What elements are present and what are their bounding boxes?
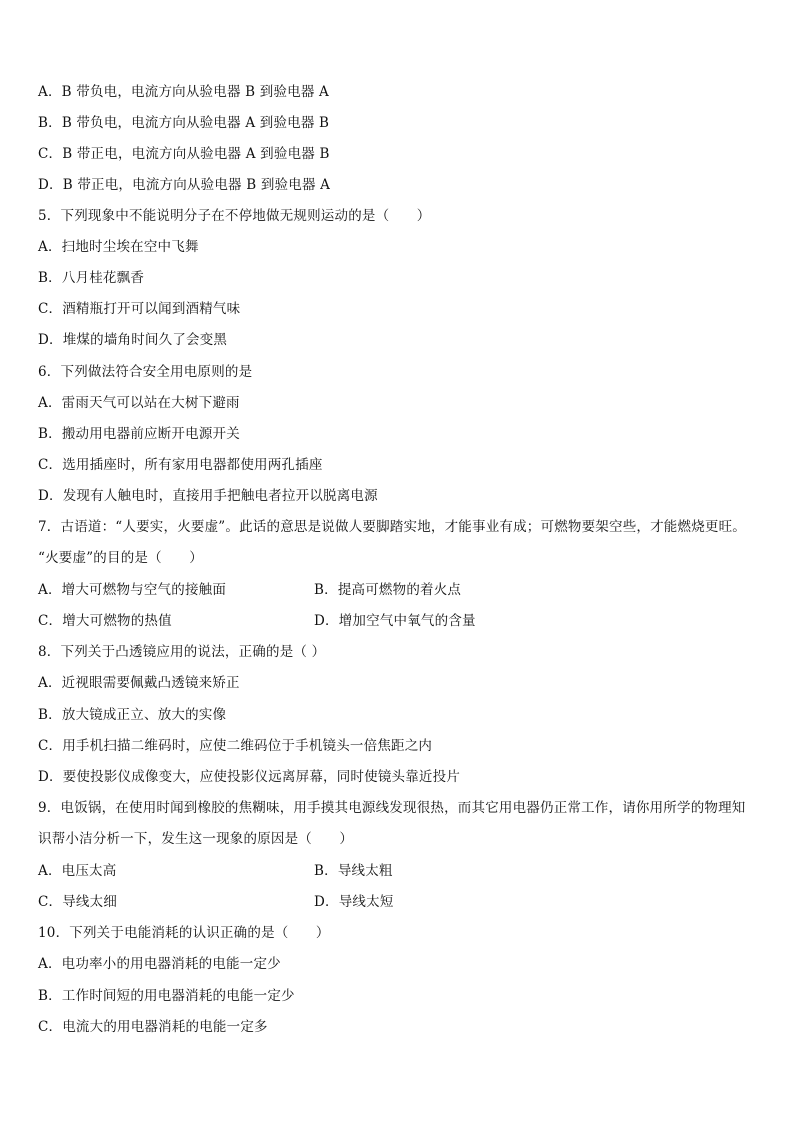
q7-option-d: D．增加空气中氧气的含量 [314,613,476,629]
q6-option-a: A．雷雨天气可以站在大树下避雨 [38,395,240,411]
q9-stem-line2: 识帮小洁分析一下，发生这一现象的原因是（ ） [38,831,354,847]
q6-option-d: D．发现有人触电时，直接用手把触电者拉开以脱离电源 [38,488,378,504]
q8-stem: 8．下列关于凸透镜应用的说法，正确的是（ ） [38,644,326,660]
q8-option-d: D．要使投影仪成像变大，应使投影仪远离屏幕，同时使镜头靠近投片 [38,769,461,785]
q4-option-d: D．B 带正电，电流方向从验电器 B 到验电器 A [38,177,331,193]
q7-stem-line1: 7．古语道：“人要实，火要虚”。此话的意思是说做人要脚踏实地，才能事业有成；可燃物要架空些，才能燃烧更旺。 [38,519,746,535]
q7-stem-line2: “火要虚”的目的是（ ） [38,550,203,566]
q5-option-c: C．酒精瓶打开可以闻到酒精气味 [38,301,241,317]
q9-stem-line1: 9．电饭锅，在使用时闻到橡胶的焦糊味，用手摸其电源线发现很热，而其它用电器仍正常工作，请你用所学的物理知 [38,800,746,816]
q6-option-c: C．选用插座时，所有家用电器都使用两孔插座 [38,457,323,473]
q8-option-b: B．放大镜成正立、放大的实像 [38,707,227,723]
q5-stem: 5．下列现象中不能说明分子在不停地做无规则运动的是（ ） [38,208,431,224]
q9-option-d: D．导线太短 [314,894,394,910]
q7-option-b: B．提高可燃物的着火点 [314,582,462,598]
q10-stem: 10．下列关于电能消耗的认识正确的是（ ） [38,925,330,941]
q6-option-b: B．搬动用电器前应断开电源开关 [38,426,240,442]
q9-option-c: C．导线太细 [38,894,118,910]
q10-option-a: A．电功率小的用电器消耗的电能一定少 [38,956,281,972]
q4-option-b: B．B 带负电，电流方向从验电器 A 到验电器 B [38,115,330,131]
q5-option-b: B．八月桂花飘香 [38,270,145,286]
q8-option-a: A．近视眼需要佩戴凸透镜来矫正 [38,675,240,691]
q5-option-a: A．扫地时尘埃在空中飞舞 [38,239,199,255]
q8-option-c: C．用手机扫描二维码时，应使二维码位于手机镜头一倍焦距之内 [38,738,433,754]
q9-option-b: B．导线太粗 [314,863,393,879]
q7-option-c: C．增大可燃物的热值 [38,613,172,629]
q10-option-b: B．工作时间短的用电器消耗的电能一定少 [38,988,295,1004]
q9-option-a: A．电压太高 [38,863,117,879]
q5-option-d: D．堆煤的墙角时间久了会变黑 [38,332,228,348]
q4-option-c: C．B 带正电，电流方向从验电器 A 到验电器 B [38,146,330,162]
q10-option-c: C．电流大的用电器消耗的电能一定多 [38,1019,268,1035]
q7-option-a: A．增大可燃物与空气的接触面 [38,582,227,598]
q4-option-a: A．B 带负电，电流方向从验电器 B 到验电器 A [38,84,330,100]
q6-stem: 6．下列做法符合安全用电原则的是 [38,364,253,380]
